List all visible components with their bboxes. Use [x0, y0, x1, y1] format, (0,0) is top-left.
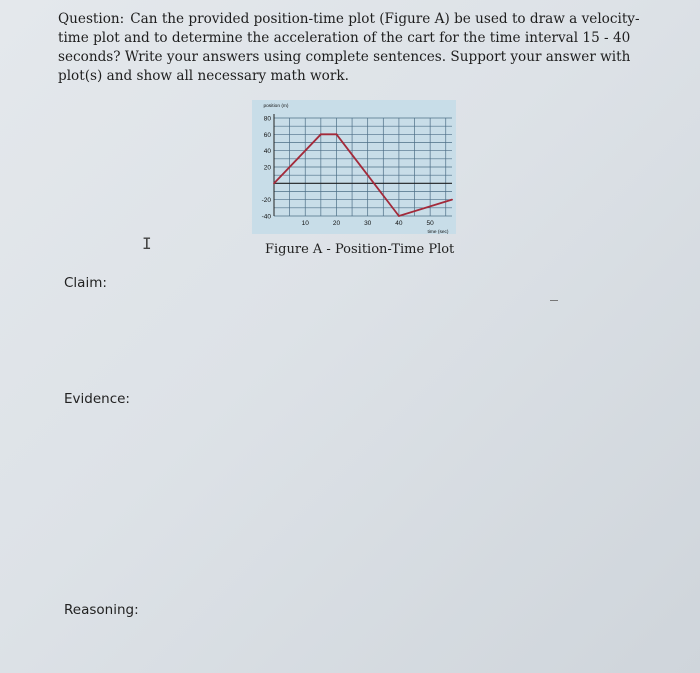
y-tick-label: 20: [263, 164, 271, 172]
x-tick-label: 30: [364, 220, 372, 227]
evidence-label: Evidence:: [64, 391, 130, 407]
x-axis-label: time (sec): [427, 230, 449, 234]
data-point: [336, 133, 338, 135]
data-point: [451, 199, 453, 201]
y-tick-label: 40: [263, 148, 271, 156]
position-time-figure: [252, 100, 456, 234]
y-axis-label: position (m): [263, 104, 289, 109]
reasoning-label: Reasoning:: [64, 602, 139, 618]
x-tick-label: 40: [395, 220, 403, 227]
x-tick-label: 10: [301, 220, 309, 227]
figure-caption: Figure A - Position-Time Plot: [265, 242, 455, 257]
question-label: Question:: [58, 11, 125, 27]
y-tick-label: -40: [261, 213, 271, 221]
data-point: [398, 215, 400, 217]
stray-mark: [550, 300, 558, 301]
position-time-chart: [252, 100, 456, 234]
text-cursor-icon: I: [142, 234, 152, 253]
question-block: [58, 10, 658, 86]
data-point: [273, 182, 275, 184]
x-tick-label: 20: [332, 220, 341, 227]
y-tick-label: 60: [263, 131, 271, 139]
data-point: [320, 133, 322, 135]
question-text: Can the provided position-time plot (Figure A) be used to draw a velocity-time plot and to determine the acceleration of the cart for the time interval 15 - 40 seconds? Write your answers using complete sentences. Support your answer with plot(s) and show all necessary math work.: [58, 11, 640, 84]
y-tick-label: 80: [263, 115, 271, 123]
claim-label: Claim:: [64, 275, 107, 291]
y-tick-label: -20: [261, 197, 271, 205]
x-tick-label: 50: [426, 220, 434, 227]
